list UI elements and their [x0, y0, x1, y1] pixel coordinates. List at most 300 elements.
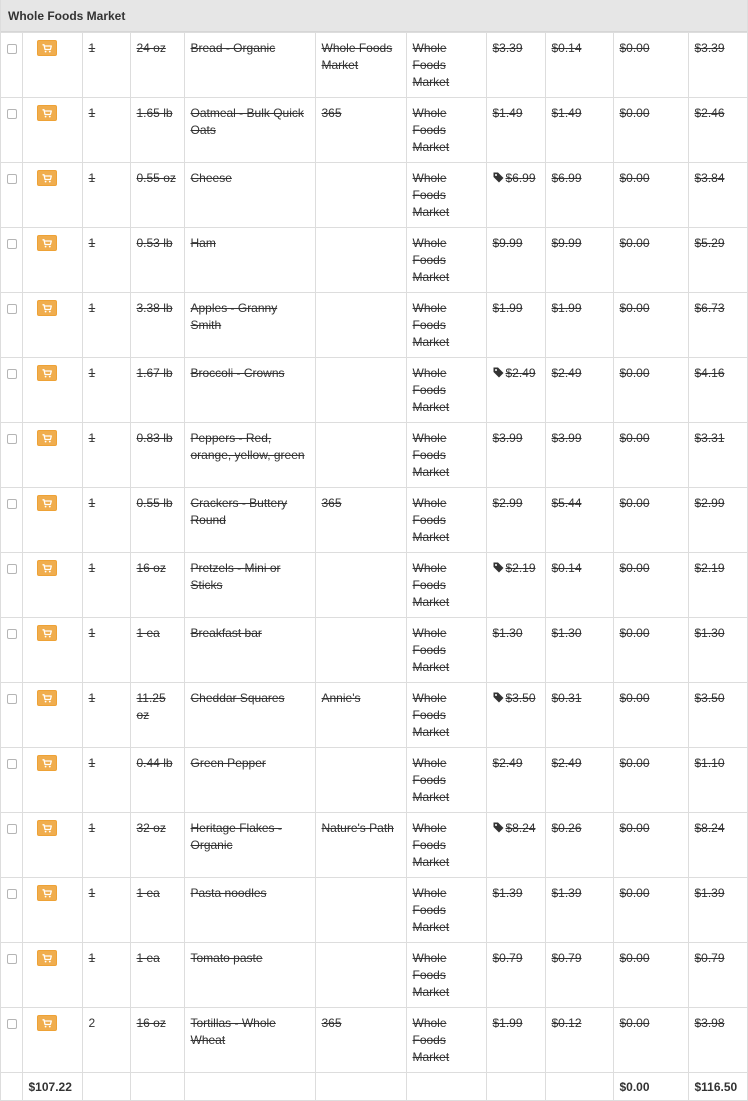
item-total: $3.84: [694, 171, 725, 185]
select-cell: [1, 163, 22, 228]
add-to-cart-button[interactable]: [37, 170, 57, 186]
table-row: [1, 293, 747, 358]
unit-price-cell: [545, 1008, 613, 1073]
cart-cell: [22, 1008, 82, 1073]
store-cell: [406, 33, 486, 98]
size-cell: [130, 1008, 184, 1073]
row-checkbox[interactable]: [7, 564, 17, 574]
select-cell: [1, 618, 22, 683]
brand-cell: [315, 553, 406, 618]
total-cell: [688, 228, 747, 293]
item-unit-price: $0.14: [551, 41, 582, 55]
add-to-cart-button[interactable]: [37, 300, 57, 316]
qty-cell: [82, 1008, 130, 1073]
unit-price-cell: [545, 98, 613, 163]
cart-cell: [22, 98, 82, 163]
cart-cell: [22, 33, 82, 98]
brand-cell: [315, 358, 406, 423]
item-total: $4.16: [694, 366, 725, 380]
item-tax: $0.00: [619, 431, 650, 445]
item-name[interactable]: Pasta noodles: [190, 886, 267, 900]
row-checkbox[interactable]: [7, 369, 17, 379]
table-row: [1, 553, 747, 618]
select-cell: [1, 813, 22, 878]
item-size: 11.25 oz: [136, 691, 166, 722]
qty-cell: [82, 683, 130, 748]
store-header: [1, 0, 747, 32]
total-cell: [688, 618, 747, 683]
total-cell: [688, 683, 747, 748]
unit-price-cell: [545, 358, 613, 423]
size-cell: [130, 33, 184, 98]
total-cell: [688, 878, 747, 943]
shopping-cart-icon: [42, 824, 52, 833]
row-checkbox[interactable]: [7, 694, 17, 704]
qty-cell: [82, 163, 130, 228]
totals-row: [1, 1073, 747, 1101]
item-quantity[interactable]: 1: [88, 301, 96, 315]
price-tag-icon: [493, 561, 506, 575]
brand-cell: [315, 228, 406, 293]
item-name[interactable]: Cheese: [190, 171, 232, 185]
store-cell: [406, 293, 486, 358]
item-store: Whole Foods Market: [412, 236, 450, 284]
price-cell: [486, 228, 545, 293]
item-size: 32 oz: [136, 821, 166, 835]
total-cell: [688, 488, 747, 553]
item-total: $5.29: [694, 236, 725, 250]
tax-cell: [613, 553, 688, 618]
item-store: Whole Foods Market: [412, 886, 450, 934]
item-quantity[interactable]: 1: [88, 41, 96, 55]
item-quantity[interactable]: 1: [88, 691, 96, 705]
item-total: $1.10: [694, 756, 725, 770]
size-cell: [130, 358, 184, 423]
size-cell: [130, 748, 184, 813]
add-to-cart-button[interactable]: [37, 365, 57, 381]
cart-cell: [22, 163, 82, 228]
item-brand: 365: [321, 496, 342, 510]
item-price: $6.99: [505, 171, 536, 185]
item-tax: $0.00: [619, 366, 650, 380]
item-total: $2.99: [694, 496, 725, 510]
unit-price-cell: [545, 423, 613, 488]
add-to-cart-button[interactable]: [37, 1015, 57, 1031]
item-store: Whole Foods Market: [412, 496, 450, 544]
cart-cell: [22, 618, 82, 683]
unit-price-cell: [545, 813, 613, 878]
item-brand: Nature's Path: [321, 821, 394, 835]
item-tax: $0.00: [619, 626, 650, 640]
price-cell: [486, 878, 545, 943]
table-row: [1, 163, 747, 228]
item-size: 0.83 lb: [136, 431, 173, 445]
item-tax: $0.00: [619, 886, 650, 900]
table-row: [1, 33, 747, 98]
row-checkbox[interactable]: [7, 1019, 17, 1029]
store-name: Whole Foods Market: [8, 8, 126, 23]
item-name[interactable]: Apples - Granny Smith: [190, 301, 278, 332]
qty-cell: [82, 98, 130, 163]
item-store: Whole Foods Market: [412, 561, 450, 609]
row-checkbox[interactable]: [7, 44, 17, 54]
item-total: $1.39: [694, 886, 725, 900]
item-name[interactable]: Tomato paste: [190, 951, 263, 965]
item-size: 24 oz: [136, 41, 166, 55]
table-row: [1, 488, 747, 553]
item-price: $9.99: [492, 236, 523, 250]
name-cell: [184, 228, 315, 293]
item-price: $1.39: [492, 886, 523, 900]
item-brand: 365: [321, 1016, 342, 1030]
item-name[interactable]: Broccoli - Crowns: [190, 366, 285, 380]
item-name[interactable]: Crackers - Buttery Round: [190, 496, 288, 527]
item-name[interactable]: Ham: [190, 236, 216, 250]
select-cell: [1, 358, 22, 423]
price-tag-icon: [493, 366, 506, 380]
item-quantity[interactable]: 1: [88, 366, 96, 380]
tax-cell: [613, 878, 688, 943]
item-name[interactable]: Heritage Flakes - Organic: [190, 821, 282, 852]
add-to-cart-button[interactable]: [37, 885, 57, 901]
total-cell: [688, 293, 747, 358]
add-to-cart-button[interactable]: [37, 105, 57, 121]
qty-cell: [82, 618, 130, 683]
tax-cell: [613, 228, 688, 293]
brand-cell: [315, 1008, 406, 1073]
subtotal-value: $107.22: [28, 1080, 72, 1094]
brand-cell: [315, 748, 406, 813]
table-row: [1, 683, 747, 748]
add-to-cart-button[interactable]: [37, 495, 57, 511]
row-checkbox[interactable]: [7, 889, 17, 899]
select-cell: [1, 553, 22, 618]
table-row: [1, 358, 747, 423]
row-checkbox[interactable]: [7, 499, 17, 509]
row-checkbox[interactable]: [7, 109, 17, 119]
select-cell: [1, 423, 22, 488]
item-unit-price: $0.31: [551, 691, 582, 705]
item-tax: $0.00: [619, 691, 650, 705]
table-row: [1, 423, 747, 488]
item-size: 0.53 lb: [136, 236, 173, 250]
item-quantity[interactable]: 1: [88, 431, 96, 445]
total-cell: [688, 33, 747, 98]
item-total: $3.98: [694, 1016, 725, 1030]
price-cell: [486, 553, 545, 618]
total-cell: [688, 358, 747, 423]
tax-cell: [613, 293, 688, 358]
item-unit-price: $1.39: [551, 886, 582, 900]
item-price: $2.99: [492, 496, 523, 510]
item-total: $1.30: [694, 626, 725, 640]
item-name[interactable]: Peppers - Red, orange, yellow, green: [190, 431, 305, 462]
item-unit-price: $1.99: [551, 301, 582, 315]
item-total: $0.79: [694, 951, 725, 965]
add-to-cart-button[interactable]: [37, 690, 57, 706]
price-tag-icon: [493, 171, 506, 185]
store-cell: [406, 813, 486, 878]
item-tax: $0.00: [619, 756, 650, 770]
qty-cell: [82, 943, 130, 1008]
item-quantity[interactable]: 1: [88, 561, 96, 575]
total-cell: [688, 748, 747, 813]
item-size: 1 ea: [136, 951, 160, 965]
item-size: 16 oz: [136, 1016, 166, 1030]
add-to-cart-button[interactable]: [37, 235, 57, 251]
items-table: [1, 32, 747, 1101]
store-cell: [406, 423, 486, 488]
item-quantity[interactable]: 1: [88, 821, 96, 835]
item-quantity[interactable]: 1: [88, 626, 96, 640]
item-price: $2.19: [505, 561, 536, 575]
name-cell: [184, 683, 315, 748]
add-to-cart-button[interactable]: [37, 40, 57, 56]
store-cell: [406, 98, 486, 163]
item-tax: $0.00: [619, 951, 650, 965]
size-cell: [130, 488, 184, 553]
item-store: Whole Foods Market: [412, 41, 450, 89]
add-to-cart-button[interactable]: [37, 625, 57, 641]
store-cell: [406, 683, 486, 748]
name-cell: [184, 618, 315, 683]
table-row: [1, 878, 747, 943]
row-checkbox[interactable]: [7, 239, 17, 249]
cart-cell: [22, 553, 82, 618]
item-size: 1.67 lb: [136, 366, 173, 380]
item-size: 1 ea: [136, 626, 160, 640]
select-cell: [1, 1008, 22, 1073]
tax-cell: [613, 358, 688, 423]
brand-cell: [315, 33, 406, 98]
brand-cell: [315, 293, 406, 358]
cart-cell: [22, 488, 82, 553]
qty-cell: [82, 228, 130, 293]
name-cell: [184, 813, 315, 878]
store-cell: [406, 488, 486, 553]
cart-cell: [22, 293, 82, 358]
item-name[interactable]: Green Pepper: [190, 756, 266, 770]
item-price: $1.99: [492, 301, 523, 315]
item-quantity[interactable]: 1: [88, 171, 96, 185]
name-cell: [184, 553, 315, 618]
item-price: $3.39: [492, 41, 523, 55]
price-cell: [486, 488, 545, 553]
row-checkbox[interactable]: [7, 174, 17, 184]
shopping-cart-icon: [42, 694, 52, 703]
size-cell: [130, 553, 184, 618]
item-price: $1.99: [492, 1016, 523, 1030]
price-cell: [486, 1008, 545, 1073]
size-cell: [130, 228, 184, 293]
add-to-cart-button[interactable]: [37, 950, 57, 966]
size-cell: [130, 98, 184, 163]
row-checkbox[interactable]: [7, 954, 17, 964]
item-store: Whole Foods Market: [412, 691, 450, 739]
add-to-cart-button[interactable]: [37, 560, 57, 576]
add-to-cart-button[interactable]: [37, 430, 57, 446]
item-name[interactable]: Oatmeal - Bulk Quick Oats: [190, 106, 304, 137]
unit-price-cell: [545, 228, 613, 293]
unit-price-cell: [545, 33, 613, 98]
brand-cell: [315, 98, 406, 163]
row-checkbox[interactable]: [7, 759, 17, 769]
item-size: 3.38 lb: [136, 301, 173, 315]
name-cell: [184, 878, 315, 943]
item-tax: $0.00: [619, 171, 650, 185]
price-cell: [486, 98, 545, 163]
store-cell: [406, 553, 486, 618]
item-quantity[interactable]: 1: [88, 106, 96, 120]
item-price: $3.99: [492, 431, 523, 445]
qty-cell: [82, 488, 130, 553]
row-checkbox[interactable]: [7, 824, 17, 834]
unit-price-cell: [545, 683, 613, 748]
item-store: Whole Foods Market: [412, 301, 450, 349]
select-cell: [1, 943, 22, 1008]
item-total: $6.73: [694, 301, 725, 315]
item-price: $1.30: [492, 626, 523, 640]
item-name[interactable]: Bread - Organic: [190, 41, 276, 55]
item-quantity[interactable]: 1: [88, 886, 96, 900]
item-store: Whole Foods Market: [412, 171, 450, 219]
shopping-cart-icon: [42, 434, 52, 443]
name-cell: [184, 488, 315, 553]
price-cell: [486, 618, 545, 683]
tax-cell: [613, 813, 688, 878]
size-cell: [130, 943, 184, 1008]
item-quantity[interactable]: 1: [88, 496, 96, 510]
name-cell: [184, 98, 315, 163]
item-store: Whole Foods Market: [412, 951, 450, 999]
item-tax: $0.00: [619, 561, 650, 575]
store-cell: [406, 1008, 486, 1073]
item-store: Whole Foods Market: [412, 756, 450, 804]
item-total: $2.46: [694, 106, 725, 120]
unit-price-cell: [545, 163, 613, 228]
name-cell: [184, 358, 315, 423]
tax-cell: [613, 33, 688, 98]
item-store: Whole Foods Market: [412, 1016, 450, 1064]
select-cell: [1, 33, 22, 98]
row-checkbox[interactable]: [7, 629, 17, 639]
brand-cell: [315, 813, 406, 878]
qty-cell: [82, 878, 130, 943]
item-price: $2.49: [505, 366, 536, 380]
tax-cell: [613, 488, 688, 553]
item-total: $3.50: [694, 691, 725, 705]
item-unit-price: $0.12: [551, 1016, 582, 1030]
item-quantity[interactable]: 1: [88, 236, 96, 250]
cart-cell: [22, 683, 82, 748]
store-cell: [406, 358, 486, 423]
select-cell: [1, 878, 22, 943]
item-quantity[interactable]: 2: [88, 1016, 96, 1030]
unit-price-cell: [545, 293, 613, 358]
grand-total-value: $116.50: [694, 1080, 738, 1094]
price-cell: [486, 683, 545, 748]
size-cell: [130, 878, 184, 943]
add-to-cart-button[interactable]: [37, 820, 57, 836]
tax-cell: [613, 1008, 688, 1073]
item-unit-price: $1.30: [551, 626, 582, 640]
size-cell: [130, 813, 184, 878]
name-cell: [184, 163, 315, 228]
size-cell: [130, 423, 184, 488]
price-cell: [486, 748, 545, 813]
tax-cell: [613, 618, 688, 683]
price-cell: [486, 423, 545, 488]
item-store: Whole Foods Market: [412, 431, 450, 479]
item-brand: Annie's: [321, 691, 361, 705]
name-cell: [184, 748, 315, 813]
brand-cell: [315, 943, 406, 1008]
item-price: $0.79: [492, 951, 523, 965]
cart-cell: [22, 228, 82, 293]
unit-price-cell: [545, 618, 613, 683]
total-cell: [688, 98, 747, 163]
item-quantity[interactable]: 1: [88, 756, 96, 770]
shopping-cart-icon: [42, 1019, 52, 1028]
add-to-cart-button[interactable]: [37, 755, 57, 771]
size-cell: [130, 683, 184, 748]
name-cell: [184, 423, 315, 488]
price-cell: [486, 293, 545, 358]
price-cell: [486, 33, 545, 98]
item-tax: $0.00: [619, 41, 650, 55]
total-cell: [688, 1008, 747, 1073]
item-unit-price: $3.99: [551, 431, 582, 445]
shopping-cart-icon: [42, 369, 52, 378]
select-cell: [1, 293, 22, 358]
total-cell: [688, 423, 747, 488]
store-cell: [406, 228, 486, 293]
item-name[interactable]: Tortillas - Whole Wheat: [190, 1016, 276, 1047]
total-cell: [688, 163, 747, 228]
item-name[interactable]: Pretzels - Mini or Sticks: [190, 561, 281, 592]
unit-price-cell: [545, 748, 613, 813]
total-cell: [688, 813, 747, 878]
select-cell: [1, 748, 22, 813]
row-checkbox[interactable]: [7, 434, 17, 444]
row-checkbox[interactable]: [7, 304, 17, 314]
brand-cell: [315, 878, 406, 943]
size-cell: [130, 293, 184, 358]
item-price: $2.49: [492, 756, 523, 770]
qty-cell: [82, 423, 130, 488]
cart-cell: [22, 358, 82, 423]
tax-cell: [613, 423, 688, 488]
item-store: Whole Foods Market: [412, 366, 450, 414]
item-size: 0.55 oz: [136, 171, 176, 185]
tax-cell: [613, 683, 688, 748]
item-store: Whole Foods Market: [412, 106, 450, 154]
item-unit-price: $0.26: [551, 821, 582, 835]
item-unit-price: $2.49: [551, 366, 582, 380]
unit-price-cell: [545, 488, 613, 553]
item-size: 0.44 lb: [136, 756, 173, 770]
item-quantity[interactable]: 1: [88, 951, 96, 965]
item-name[interactable]: Cheddar Squares: [190, 691, 285, 705]
name-cell: [184, 33, 315, 98]
item-tax: $0.00: [619, 1016, 650, 1030]
table-row: [1, 943, 747, 1008]
item-name[interactable]: Breakfast bar: [190, 626, 262, 640]
item-size: 1 ea: [136, 886, 160, 900]
qty-cell: [82, 553, 130, 618]
shopping-cart-icon: [42, 499, 52, 508]
tax-total-value: $0.00: [619, 1080, 650, 1094]
